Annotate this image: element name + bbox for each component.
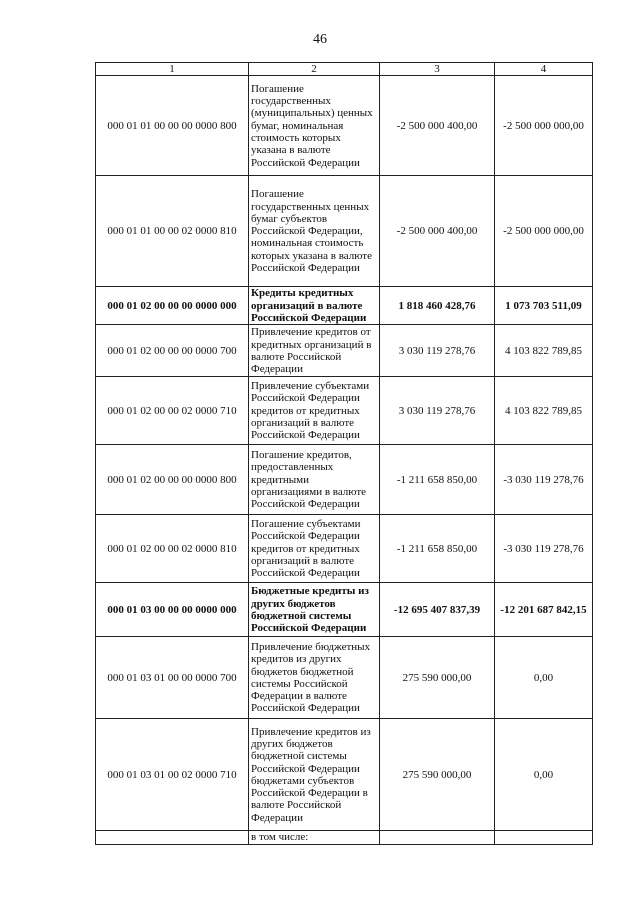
- row-value-3: [380, 831, 495, 844]
- table-row: [96, 76, 593, 176]
- row-name: в том числе:: [249, 831, 380, 844]
- row-code: 000 01 01 00 00 00 0000 800: [96, 76, 249, 176]
- row-code: [96, 831, 249, 844]
- row-code: 000 01 02 00 00 00 0000 000: [96, 287, 249, 325]
- row-code: 000 01 02 00 00 00 0000 700: [96, 325, 249, 377]
- row-value-4: -3 030 119 278,76: [495, 445, 593, 515]
- row-code: 000 01 02 00 00 02 0000 710: [96, 377, 249, 445]
- table-row: [96, 637, 593, 719]
- page-number: 46: [313, 32, 327, 47]
- row-value-3: 1 818 460 428,76: [380, 287, 495, 325]
- row-name: Бюджетные кредиты из других бюджетов бюджетной системы Российской Федерации: [249, 583, 380, 637]
- row-name: Погашение государственных ценных бумаг субъектов Российской Федерации, номинальная стоимость которых указана в валюте Российской Федерации: [249, 176, 380, 287]
- row-name: Привлечение кредитов из других бюджетов бюджетной системы Российской Федерации бюджетами субъектов Российской Федерации в валюте Российской Федерации: [249, 719, 380, 831]
- row-value-3: 275 590 000,00: [380, 719, 495, 831]
- row-value-4: 0,00: [495, 637, 593, 719]
- row-code: 000 01 03 01 00 00 0000 700: [96, 637, 249, 719]
- table-row: [96, 831, 593, 844]
- row-code: 000 01 03 00 00 00 0000 000: [96, 583, 249, 637]
- column-header: 3: [380, 63, 495, 76]
- row-value-3: -1 211 658 850,00: [380, 445, 495, 515]
- row-name: Погашение государственных (муниципальных) ценных бумаг, номинальная стоимость которых указана в валюте Российской Федерации: [249, 76, 380, 176]
- table-row: [96, 515, 593, 583]
- row-value-3: -2 500 000 400,00: [380, 176, 495, 287]
- budget-table: [95, 62, 593, 845]
- row-value-4: -2 500 000 000,00: [495, 76, 593, 176]
- row-value-4: -12 201 687 842,15: [495, 583, 593, 637]
- row-name: Привлечение субъектами Российской Федерации кредитов от кредитных организаций в валюте Российской Федерации: [249, 377, 380, 445]
- row-code: 000 01 02 00 00 00 0000 800: [96, 445, 249, 515]
- table-row: [96, 583, 593, 637]
- column-header: 4: [495, 63, 593, 76]
- table-row: [96, 287, 593, 325]
- row-value-4: -3 030 119 278,76: [495, 515, 593, 583]
- row-value-3: 3 030 119 278,76: [380, 325, 495, 377]
- row-value-3: -2 500 000 400,00: [380, 76, 495, 176]
- row-value-4: 4 103 822 789,85: [495, 325, 593, 377]
- row-value-4: 0,00: [495, 719, 593, 831]
- row-code: 000 01 02 00 00 02 0000 810: [96, 515, 249, 583]
- row-value-3: 3 030 119 278,76: [380, 377, 495, 445]
- table-row: [96, 176, 593, 287]
- row-value-3: -1 211 658 850,00: [380, 515, 495, 583]
- row-code: 000 01 03 01 00 02 0000 710: [96, 719, 249, 831]
- row-name: Погашение кредитов, предоставленных кредитными организациями в валюте Российской Федерации: [249, 445, 380, 515]
- row-value-3: 275 590 000,00: [380, 637, 495, 719]
- row-code: 000 01 01 00 00 02 0000 810: [96, 176, 249, 287]
- table-row: [96, 445, 593, 515]
- table-header-row: [96, 63, 593, 76]
- table-row: [96, 719, 593, 831]
- table-row: [96, 377, 593, 445]
- row-name: Привлечение кредитов от кредитных организаций в валюте Российской Федерации: [249, 325, 380, 377]
- column-header: 2: [249, 63, 380, 76]
- row-value-4: 4 103 822 789,85: [495, 377, 593, 445]
- row-name: Кредиты кредитных организаций в валюте Российской Федерации: [249, 287, 380, 325]
- table-row: [96, 325, 593, 377]
- row-value-4: -2 500 000 000,00: [495, 176, 593, 287]
- row-name: Погашение субъектами Российской Федерации кредитов от кредитных организаций в валюте Российской Федерации: [249, 515, 380, 583]
- row-value-4: [495, 831, 593, 844]
- row-value-3: -12 695 407 837,39: [380, 583, 495, 637]
- row-value-4: 1 073 703 511,09: [495, 287, 593, 325]
- row-name: Привлечение бюджетных кредитов из других бюджетов бюджетной системы Российской Федерации в валюте Российской Федерации: [249, 637, 380, 719]
- column-header: 1: [96, 63, 249, 76]
